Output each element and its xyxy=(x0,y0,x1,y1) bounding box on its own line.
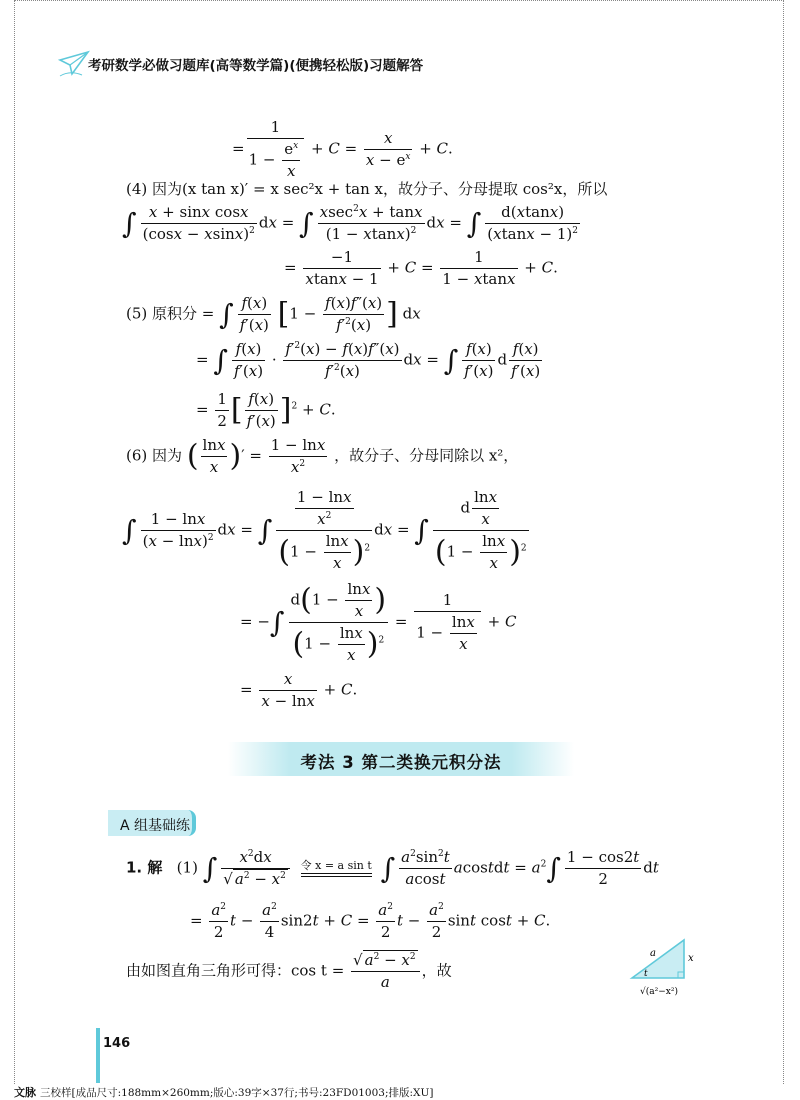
triangle-opp-label: x xyxy=(688,953,694,964)
part-4-intro: (4) 因为(x tan x)′ = x sec²x + tan x，故分子、分母提取 cos²x，所以 xyxy=(126,180,608,198)
equation-line: ∫ $\frac{1 - \ln x}{(x - \ln x)^2}$ dx = ∫ $\frac{1 - \ln x}{x^2}$ (1 − $\frac{\ln x}{x}$ )$^2$ dx = ∫ d $\frac{\ln x}{x}$ (1 − $\frac{\ln x}{x}$ )$^2$ xyxy=(122,488,527,572)
group-tag xyxy=(108,810,196,836)
triangle-angle-label: t xyxy=(644,969,648,979)
solution-label: 1. 解 xyxy=(126,858,163,877)
header-title: 考研数学必做习题库(高等数学篇)(便携轻松版)习题解答 xyxy=(88,58,424,74)
part-6-tail: ，故分子、分母同除以 x²， xyxy=(334,446,519,465)
equation-line: (5) 原积分 = ∫ $\frac{f(x)}{f'(x)}$ [1 − $\frac{f(x)f''(x)}{f'^2(x)}$ ] dx xyxy=(126,294,421,334)
footer-brand: 文脉 xyxy=(14,1086,36,1099)
equation-line: = 1 1 − $\frac{e^x}{x}$ + C = $\frac{x}{x - e^x}$ + C. xyxy=(232,118,453,180)
equation-line: = $\frac{-1}{xtanx - 1}$ + C = $\frac{1}{1 - xtanx}$ + C. xyxy=(284,248,558,288)
section-title: 考法 3 第二类换元积分法 xyxy=(300,753,502,772)
triangle-adj-label: √(a²−x²) xyxy=(640,987,678,997)
equation-line: = −∫ d(1 − $\frac{\ln x}{x}$ ) (1 − $\frac{\ln x}{x}$ )$^2$ = 1 1 − $\frac{\ln x}{x}$ + C xyxy=(240,580,517,664)
page-number: 146 xyxy=(103,1036,131,1051)
equation-line: 1. 解 (1) ∫ $\frac{x^2dx}{√ a^2 - x^2}$ 令 x = a sin t ∫ $\frac{a^2\sin^2t}{acost}$ acostdt = $a^2\int$ $\frac{1 - \cos 2t}{2}$ dt xyxy=(126,848,659,888)
part-5-label: (5) 原积分 = xyxy=(126,304,215,323)
group-label: A 组基础练 xyxy=(120,818,191,834)
footer-text: 三校样[成品尺寸:188mm×260mm;版心:39字×37行;书号:23FD01003;排版:XU] xyxy=(40,1087,434,1099)
equation-line: = $\frac{1}{2}$ [ $\frac{f(x)}{f'(x)}$ ]$^2$ + C. xyxy=(196,390,336,430)
triangle-tail: ，故 xyxy=(421,961,452,980)
right-triangle-figure xyxy=(626,934,706,1000)
triangle-text: 由如图直角三角形可得：cos t = xyxy=(126,961,345,980)
page-number-bar xyxy=(96,1028,100,1083)
equation-line: = ∫ $\frac{f(x)}{f'(x)}$ · $\frac{f'^2(x) - f(x)f''(x)}{f'^2(x)}$ dx = ∫ $\frac{f(x)}{f'(x)}$ d $\frac{f(x)}{f'(x)}$ xyxy=(196,340,541,380)
triangle-hyp-label: a xyxy=(650,948,656,959)
equation-line: ∫ $\frac{\text{x + sinx cosx}}{(\cos x - xsinx)^2}$ dx = ∫ $\frac{xsec^2x + \tan x}{(1 - xtanx)^2}$ dx = ∫ $\frac{d(xtanx)}{(xtanx - 1)^2}$ xyxy=(122,203,578,243)
equation-line: = $\frac{a^2}{2}$ t − $\frac{a^2}{4}$ sin2t + C = $\frac{a^2}{2}$ t − $\frac{a^2}{2}$ sint cost + C. xyxy=(190,901,551,941)
solution-part: (1) xyxy=(176,858,198,877)
paper-plane-icon xyxy=(58,48,92,78)
part-6-label: (6) 因为 xyxy=(126,446,183,465)
substitution-label: 令 x = a sin t xyxy=(300,859,372,872)
equation-line: = $\frac{x}{x - \ln x}$ + C. xyxy=(240,670,358,710)
equation-line: (6) 因为 ( $\frac{\ln x}{x}$ )′ = $\frac{1 - \ln x}{x^2}$ ，故分子、分母同除以 x²， xyxy=(126,436,519,476)
section-banner xyxy=(228,742,574,776)
equation-line: 由如图直角三角形可得：cos t = $\frac{√ a^2 - x^2}{a}$ ，故 xyxy=(126,951,452,991)
